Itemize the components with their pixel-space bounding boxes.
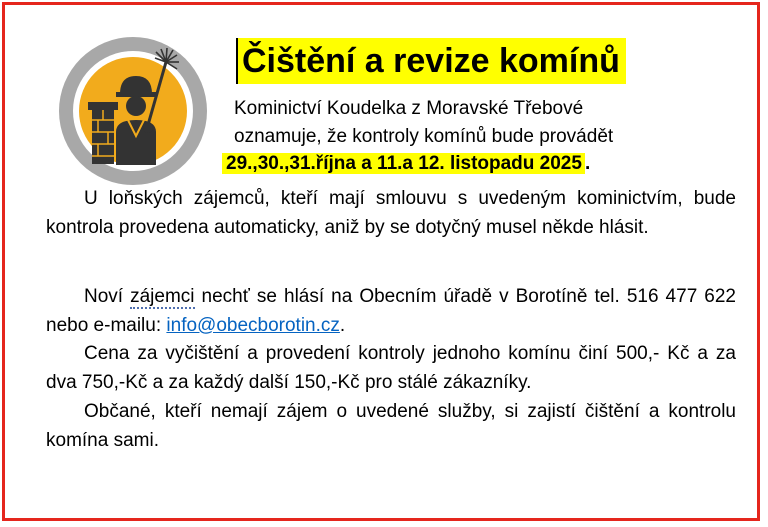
paragraph-existing-customers: U loňských zájemců, kteří mají smlouvu s uvedeným kominictvím, bude kontrola provedena automaticky, aniž by se dotyčný musel někde hlásit. [46,188,736,238]
dates-period: . [584,153,591,174]
company-line: Kominictví Koudelka z Moravské Třebové [234,98,584,119]
dates-highlight: 29.,30.,31.října a 11.a 12. listopadu 2025 [222,153,585,174]
p2-after: . [339,315,346,336]
page-title: Čištění a revize komínů [236,38,626,84]
email-link[interactable]: info@obecborotin.cz [166,315,340,336]
dates-line [222,151,590,177]
p2-before: Noví [84,286,131,307]
paragraph-new-customers [46,282,736,340]
announcement-line: oznamuje, že kontroly komínů bude provádět [234,126,614,147]
chimney-sweep-icon [58,36,208,186]
paragraph-others: Občané, kteří nemají zájem o uvedené služby, si zajistí čištění a kontrolu komína sami. [46,401,736,451]
paragraph-price: Cena za vyčištění a provedení kontroly jednoho komínu činí 500,- Kč a za dva 750,-Kč a za každý další 150,-Kč pro stálé zákazníky. [46,343,736,393]
p2-middle: nechť se hlásí na Obecním úřadě v Borotíně tel. 516 477 622 nebo e-mailu: [46,286,736,336]
p2-word: zájemci [130,286,195,307]
